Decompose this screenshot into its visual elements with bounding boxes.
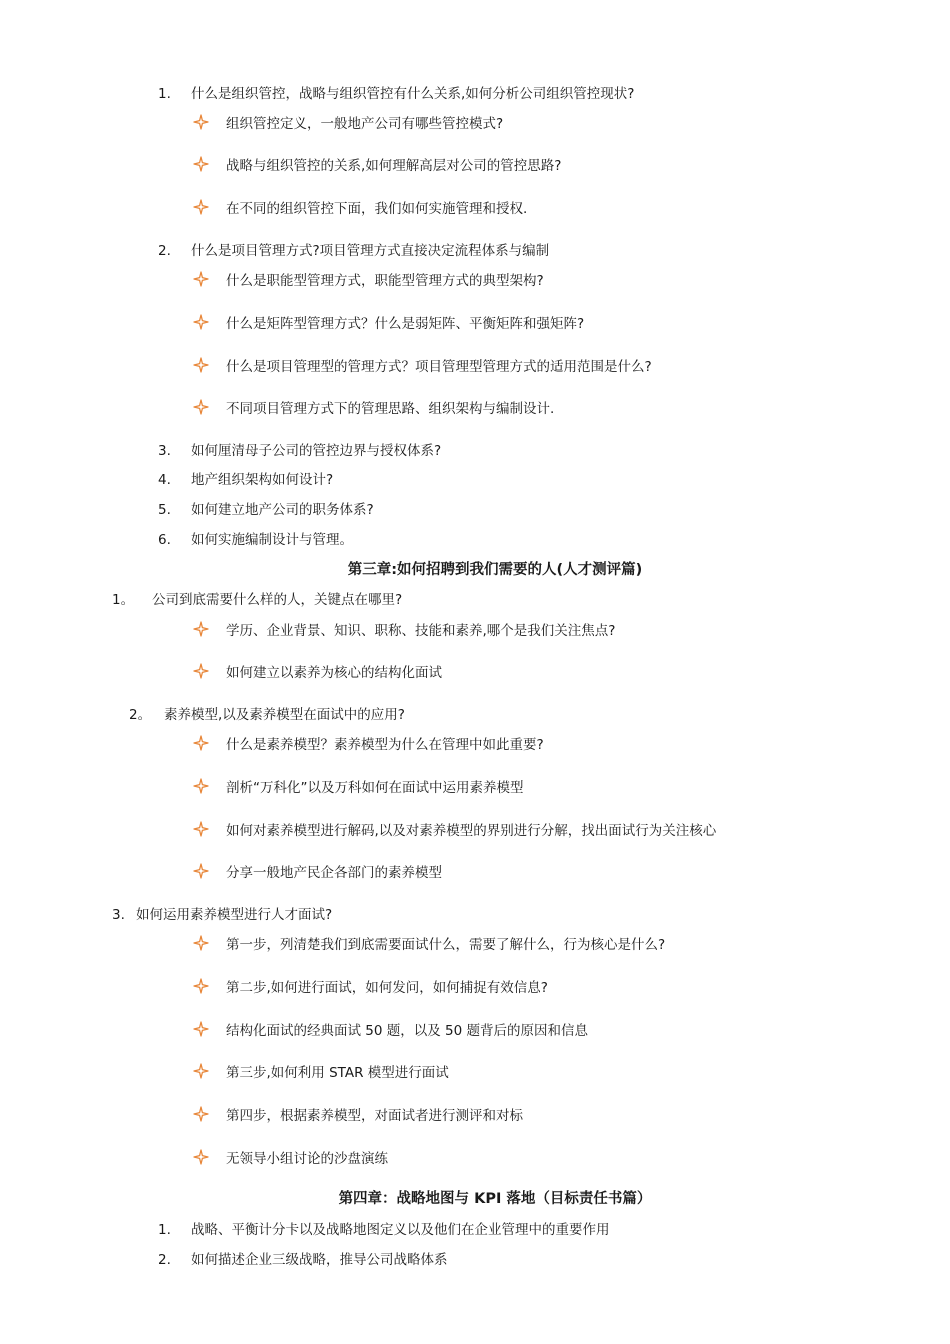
item-text: 什么是组织管控，战略与组织管控有什么关系,如何分析公司组织管控现状? <box>191 86 635 102</box>
item-text: 如何建立地产公司的职务体系? <box>191 502 374 518</box>
item-text: 地产组织架构如何设计? <box>191 472 334 488</box>
bullet-text: 分享一般地产民企各部门的素养模型 <box>226 865 442 881</box>
four-point-star-icon <box>193 621 209 637</box>
four-point-star-icon <box>193 314 209 330</box>
four-point-star-icon <box>193 1063 209 1079</box>
item-number: 2。 <box>129 707 152 723</box>
bullet-text: 第一步，列清楚我们到底需要面试什么，需要了解什么，行为核心是什么? <box>226 937 666 953</box>
bullet-text: 什么是项目管理型的管理方式？项目管理型管理方式的适用范围是什么? <box>226 359 652 375</box>
four-point-star-icon <box>193 1149 209 1165</box>
four-point-star-icon <box>193 863 209 879</box>
four-point-star-icon <box>193 156 209 172</box>
bullet-text: 战略与组织管控的关系,如何理解高层对公司的管控思路? <box>226 158 562 174</box>
item-text: 如何描述企业三级战略，推导公司战略体系 <box>191 1252 448 1268</box>
bullet-text: 如何对素养模型进行解码,以及对素养模型的界别进行分解，找出面试行为关注核心 <box>226 823 717 839</box>
item-number: 5. <box>158 502 171 518</box>
item-number: 1. <box>158 1222 171 1238</box>
bullet-text: 在不同的组织管控下面，我们如何实施管理和授权. <box>226 201 528 217</box>
bullet-text: 什么是素养模型？素养模型为什么在管理中如此重要? <box>226 737 544 753</box>
bullet-text: 什么是矩阵型管理方式？什么是弱矩阵、平衡矩阵和强矩阵? <box>226 316 585 332</box>
bullet-text: 无领导小组讨论的沙盘演练 <box>226 1151 388 1167</box>
four-point-star-icon <box>193 778 209 794</box>
four-point-star-icon <box>193 1106 209 1122</box>
four-point-star-icon <box>193 114 209 130</box>
bullet-text: 组织管控定义，一般地产公司有哪些管控模式? <box>226 116 504 132</box>
item-text: 如何厘清母子公司的管控边界与授权体系? <box>191 443 442 459</box>
item-text: 战略、平衡计分卡以及战略地图定义以及他们在企业管理中的重要作用 <box>191 1222 610 1238</box>
four-point-star-icon <box>193 978 209 994</box>
item-text: 如何运用素养模型进行人才面试? <box>136 907 333 923</box>
bullet-text: 什么是职能型管理方式，职能型管理方式的典型架构? <box>226 273 544 289</box>
four-point-star-icon <box>193 199 209 215</box>
bullet-text: 如何建立以素养为核心的结构化面试 <box>226 665 442 681</box>
chapter-title: 第四章：战略地图与 KPI 落地（目标责任书篇） <box>338 1191 652 1207</box>
bullet-text: 第三步,如何利用 STAR 模型进行面试 <box>226 1065 449 1081</box>
four-point-star-icon <box>193 735 209 751</box>
item-text: 素养模型,以及素养模型在面试中的应用? <box>164 707 405 723</box>
four-point-star-icon <box>193 663 209 679</box>
four-point-star-icon <box>193 821 209 837</box>
bullet-text: 第四步，根据素养模型，对面试者进行测评和对标 <box>226 1108 523 1124</box>
bullet-text: 学历、企业背景、知识、职称、技能和素养,哪个是我们关注焦点? <box>226 623 616 639</box>
bullet-text: 第二步,如何进行面试，如何发问，如何捕捉有效信息? <box>226 980 548 996</box>
chapter-title: 第三章:如何招聘到我们需要的人(人才测评篇) <box>347 562 643 578</box>
four-point-star-icon <box>193 1021 209 1037</box>
item-number: 3. <box>158 443 171 459</box>
item-number: 1. <box>158 86 171 102</box>
item-text: 如何实施编制设计与管理。 <box>191 532 353 548</box>
four-point-star-icon <box>193 271 209 287</box>
bullet-text: 不同项目管理方式下的管理思路、组织架构与编制设计. <box>226 401 555 417</box>
item-text: 什么是项目管理方式?项目管理方式直接决定流程体系与编制 <box>191 243 550 259</box>
item-text: 公司到底需要什么样的人，关键点在哪里? <box>152 592 403 608</box>
four-point-star-icon <box>193 399 209 415</box>
bullet-text: 剖析“万科化”以及万科如何在面试中运用素养模型 <box>226 780 524 796</box>
four-point-star-icon <box>193 935 209 951</box>
item-number: 3. <box>112 907 125 923</box>
item-number: 1。 <box>112 592 135 608</box>
item-number: 4. <box>158 472 171 488</box>
item-number: 2. <box>158 243 171 259</box>
bullet-text: 结构化面试的经典面试 50 题，以及 50 题背后的原因和信息 <box>226 1023 589 1039</box>
item-number: 6. <box>158 532 171 548</box>
item-number: 2. <box>158 1252 171 1268</box>
four-point-star-icon <box>193 357 209 373</box>
